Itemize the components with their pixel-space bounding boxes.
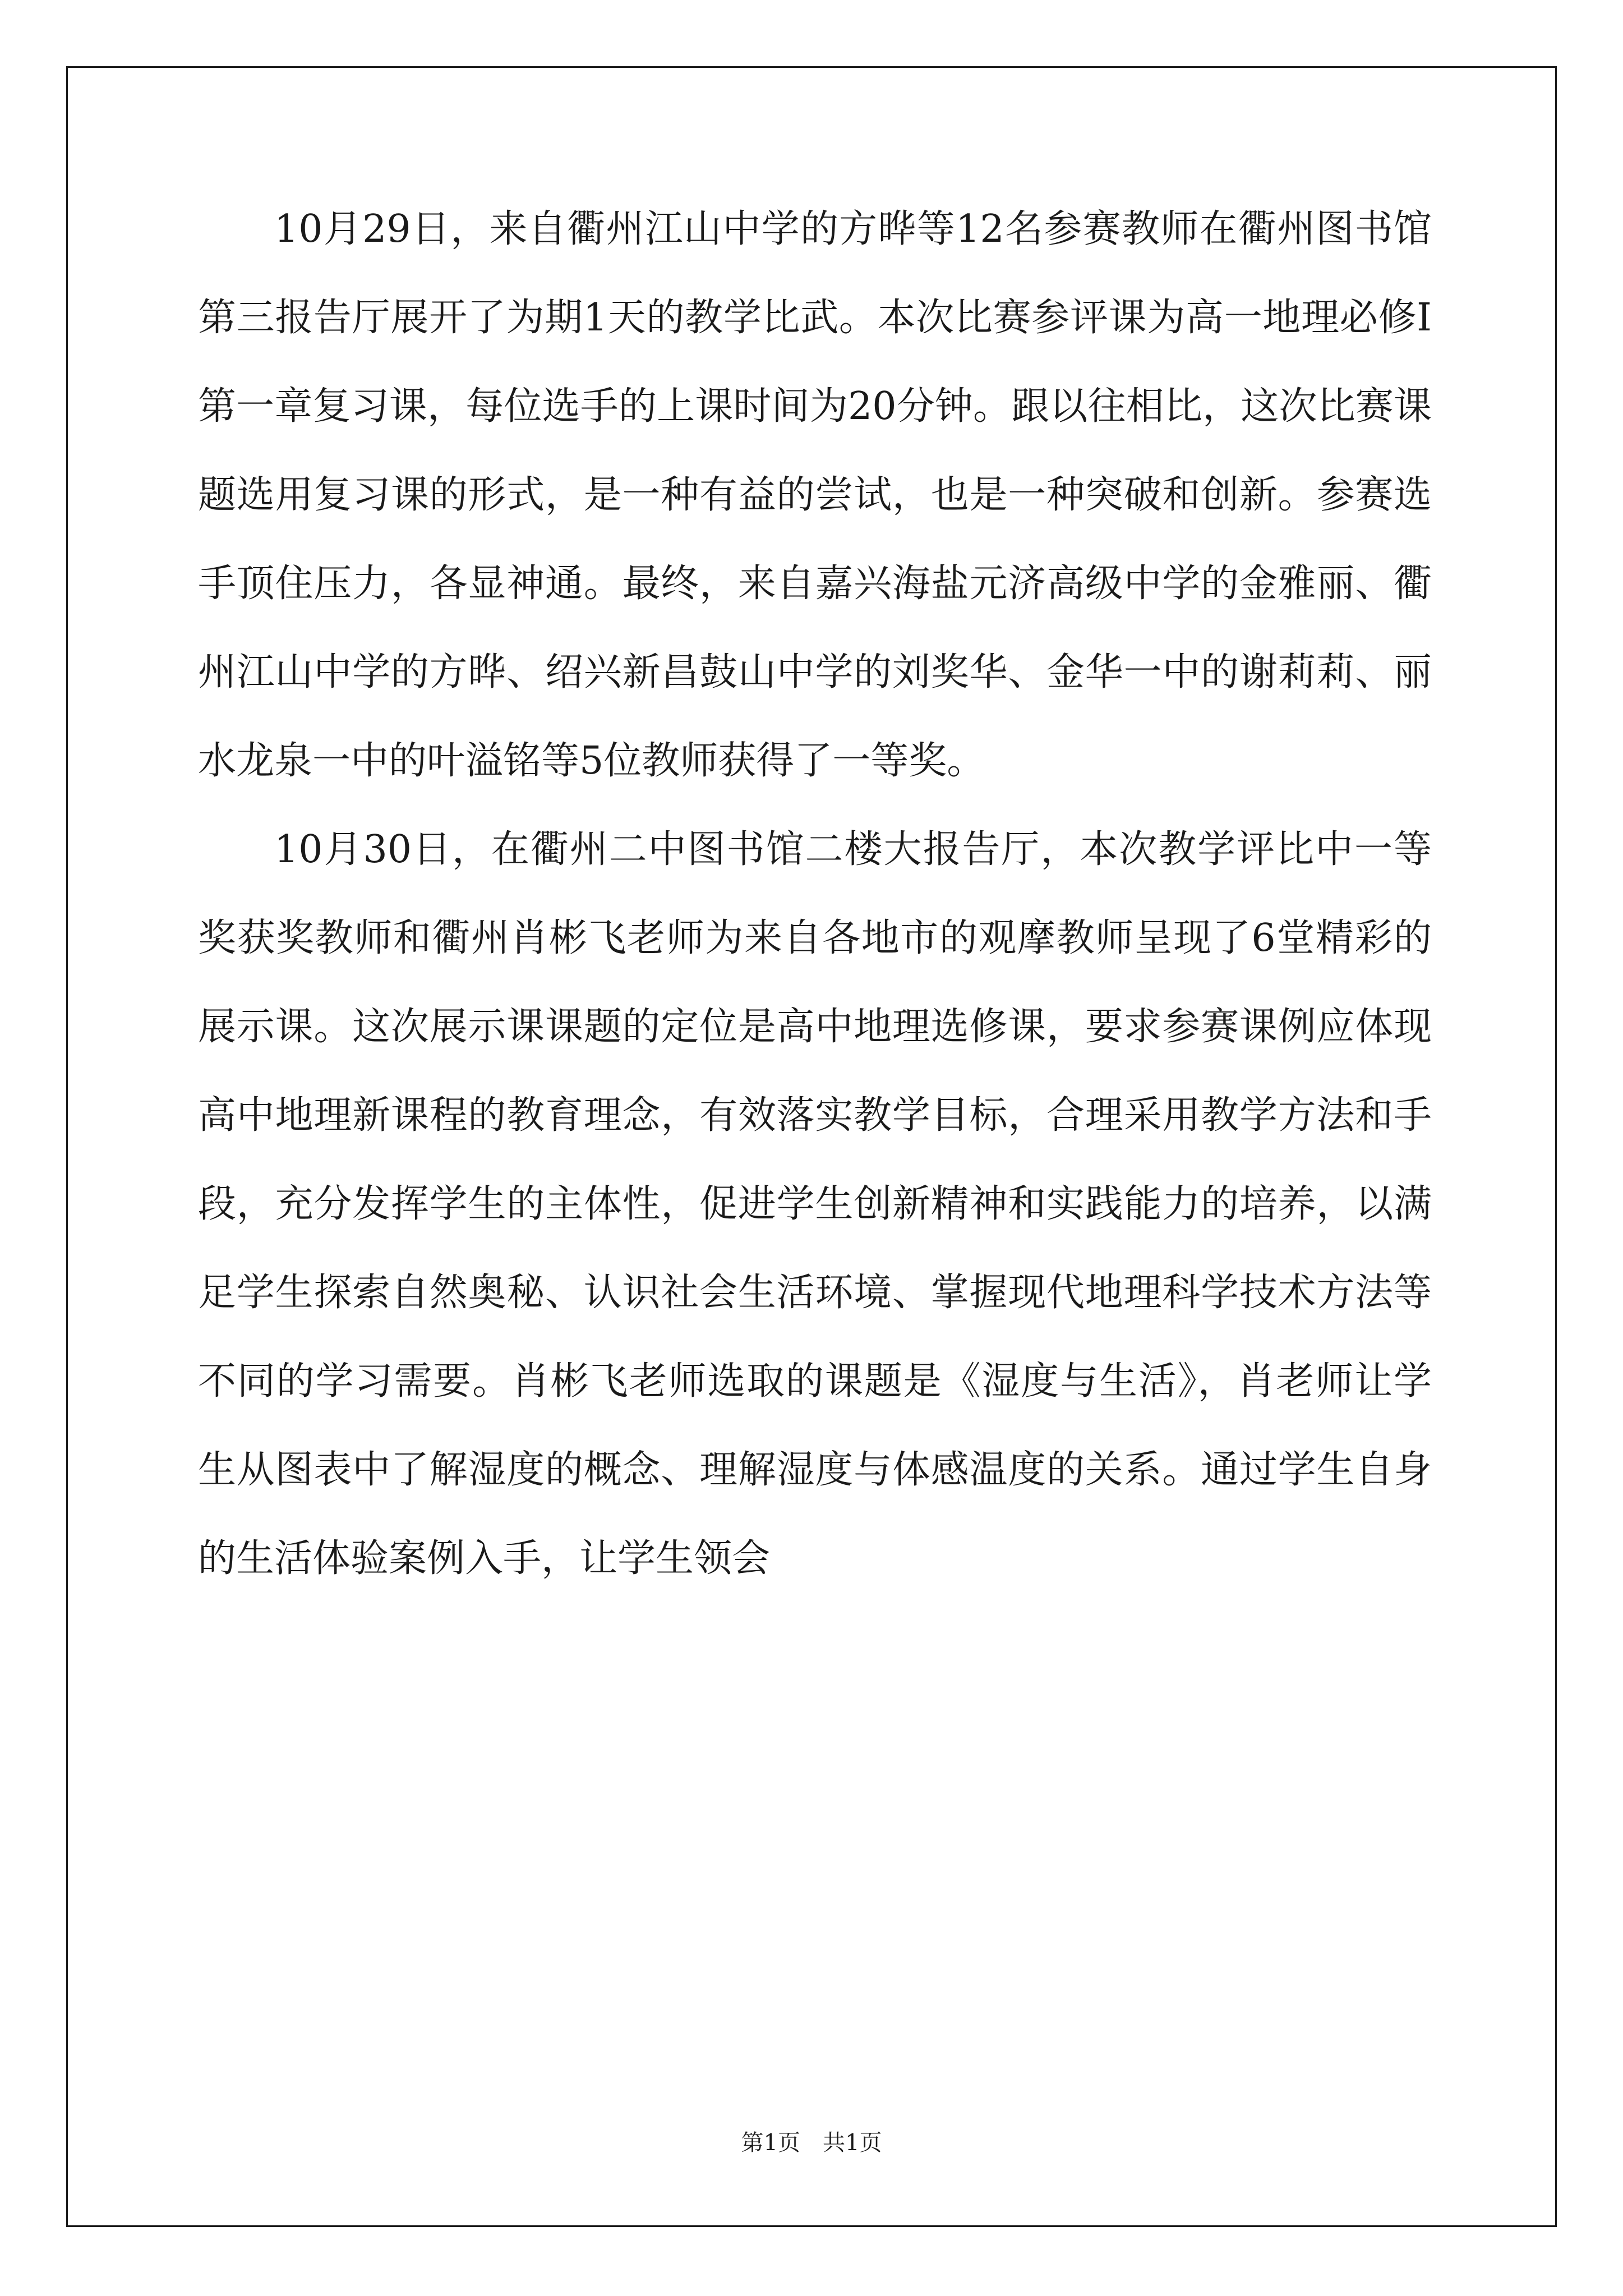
document-body	[198, 185, 1432, 1603]
page-total: 共1页	[823, 2130, 882, 2156]
paragraph: 10月29日，来自衢州江山中学的方晔等12名参赛教师在衢州图书馆第三报告厅展开了为期1天的教学比武。本次比赛参评课为高一地理必修Ⅰ第一章复习课，每位选手的上课时间为20分钟。跟以往相比，这次比赛课题选用复习课的形式，是一种有益的尝试，也是一种突破和创新。参赛选手顶住压力，各显神通。最终，来自嘉兴海盐元济高级中学的金雅丽、衢州江山中学的方晔、绍兴新昌鼓山中学的刘奖华、金华一中的谢莉莉、丽水龙泉一中的叶溢铭等5位教师获得了一等奖。	[198, 207, 1432, 783]
page-number: 第1页	[741, 2130, 800, 2156]
paragraph: 10月30日，在衢州二中图书馆二楼大报告厅，本次教学评比中一等奖获奖教师和衢州肖彬飞老师为来自各地市的观摩教师呈现了6堂精彩的展示课。这次展示课课题的定位是高中地理选修课，要求参赛课例应体现高中地理新课程的教育理念，有效落实教学目标，合理采用教学方法和手段，充分发挥学生的主体性，促进学生创新精神和实践能力的培养，以满足学生探索自然奥秘、认识社会生活环境、掌握现代地理科学技术方法等不同的学习需要。肖彬飞老师选取的课题是《湿度与生活》，肖老师让学生从图表中了解湿度的概念、理解湿度与体感温度的关系。通过学生自身的生活体验案例入手，让学生领会	[198, 827, 1432, 1581]
page-footer	[0, 2125, 1623, 2157]
